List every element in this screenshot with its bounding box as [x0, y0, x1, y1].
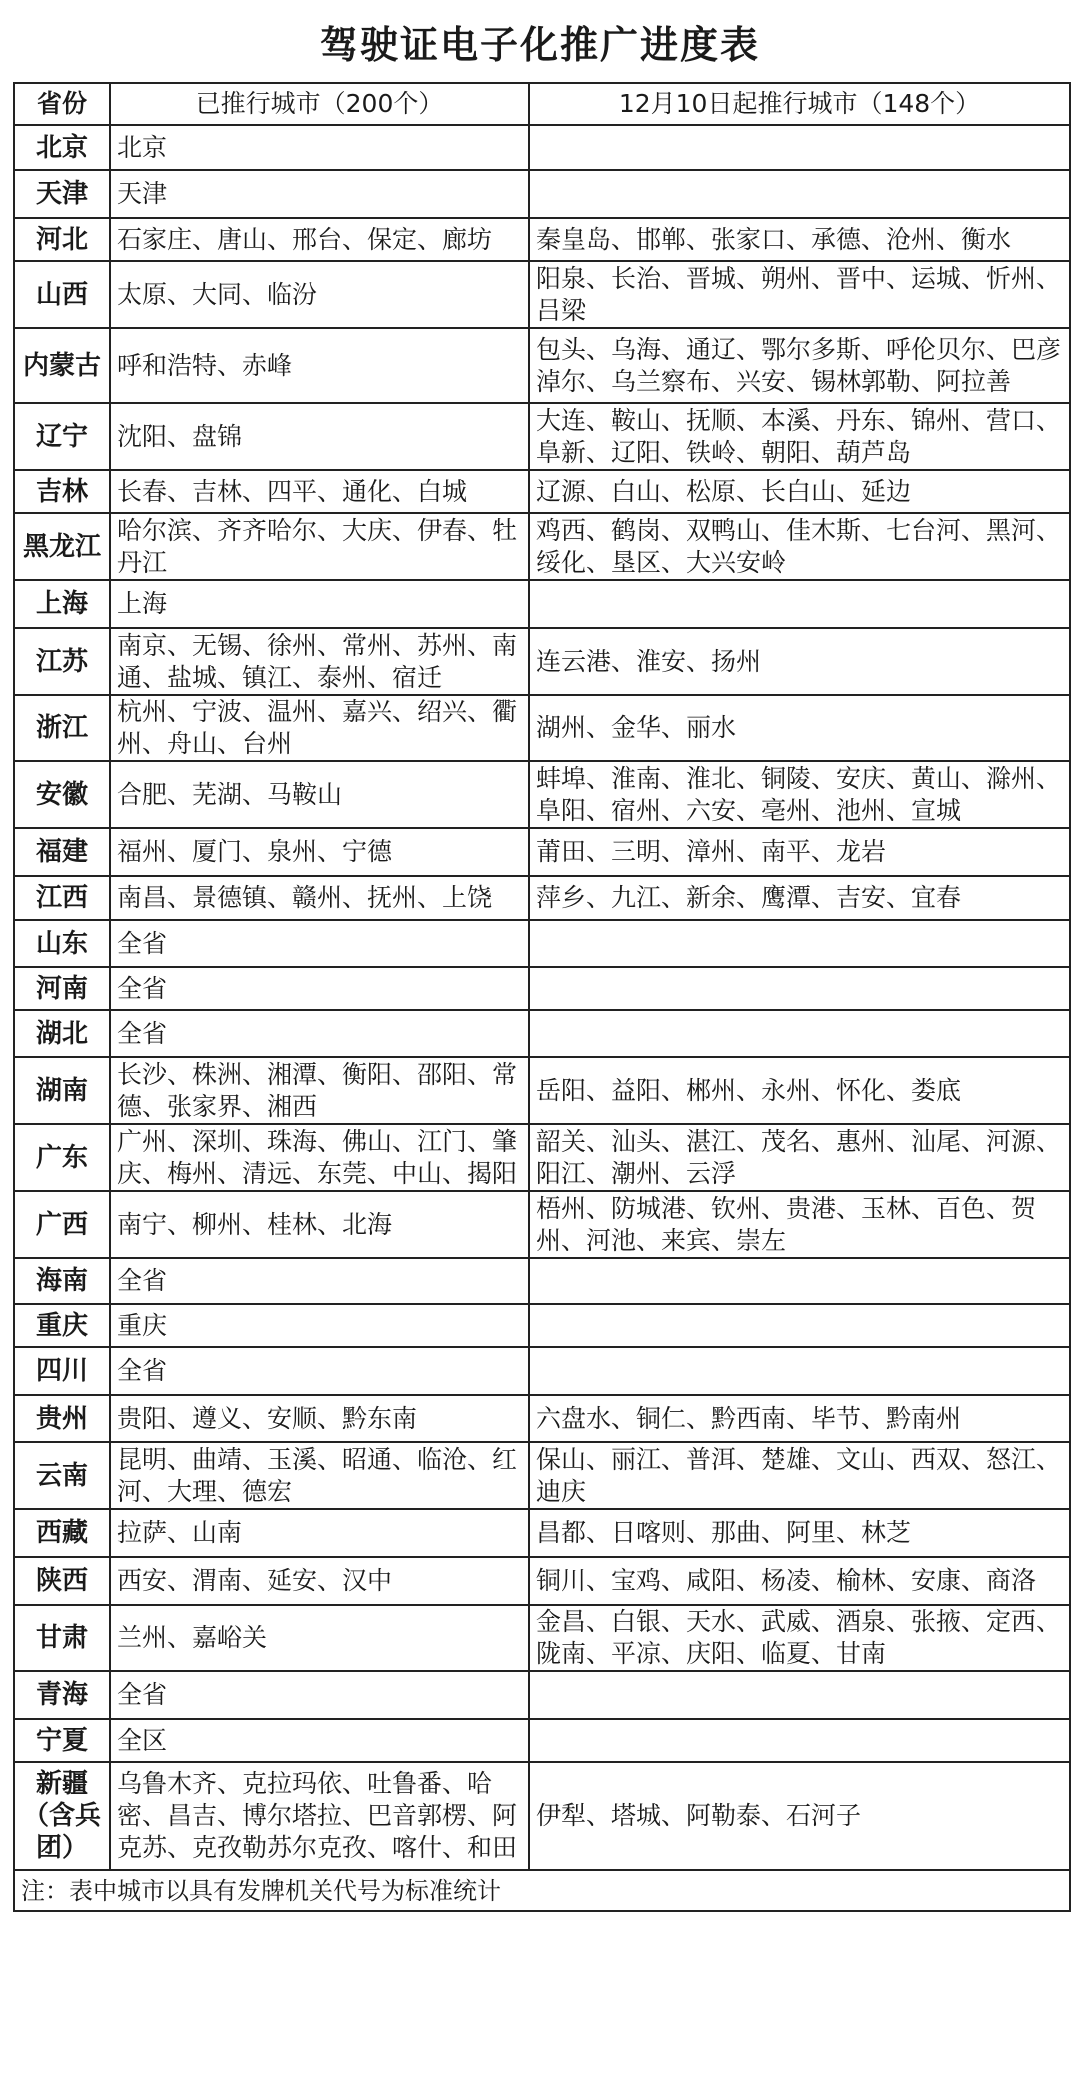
- upcoming-cities-cell: 秦皇岛、邯郸、张家口、承德、沧州、衡水: [529, 218, 1070, 261]
- upcoming-cities-cell: 辽源、白山、松原、长白山、延边: [529, 470, 1070, 513]
- upcoming-cities-cell: 金昌、白银、天水、武威、酒泉、张掖、定西、陇南、平凉、庆阳、临夏、甘南: [529, 1605, 1070, 1671]
- province-cell: 青海: [14, 1671, 110, 1719]
- table-row: [14, 1762, 1070, 1870]
- table-row: [14, 170, 1070, 218]
- promoted-cities-cell: 昆明、曲靖、玉溪、昭通、临沧、红河、大理、德宏: [110, 1442, 529, 1509]
- province-cell: 内蒙古: [14, 328, 110, 403]
- upcoming-cities-cell: 阳泉、长治、晋城、朔州、晋中、运城、忻州、吕梁: [529, 261, 1070, 328]
- upcoming-cities-cell: 连云港、淮安、扬州: [529, 628, 1070, 695]
- province-cell: 江西: [14, 876, 110, 920]
- upcoming-cities-cell: 梧州、防城港、钦州、贵港、玉林、百色、贺州、河池、来宾、崇左: [529, 1191, 1070, 1258]
- table-row: [14, 1191, 1070, 1258]
- table-row: [14, 1671, 1070, 1719]
- table-row: [14, 1442, 1070, 1509]
- table-row: [14, 1304, 1070, 1347]
- province-cell: 浙江: [14, 695, 110, 761]
- table-row: [14, 761, 1070, 828]
- table-row: [14, 1258, 1070, 1304]
- table-row: [14, 1557, 1070, 1605]
- province-cell: 山东: [14, 920, 110, 967]
- province-cell: 福建: [14, 828, 110, 876]
- province-cell: 广西: [14, 1191, 110, 1258]
- promoted-cities-cell: 石家庄、唐山、邢台、保定、廊坊: [110, 218, 529, 261]
- header-promoted: 已推行城市（200个）: [110, 83, 529, 125]
- province-cell: 重庆: [14, 1304, 110, 1347]
- upcoming-cities-cell: 岳阳、益阳、郴州、永州、怀化、娄底: [529, 1057, 1070, 1124]
- province-cell: 新疆（含兵团）: [14, 1762, 110, 1870]
- promoted-cities-cell: 杭州、宁波、温州、嘉兴、绍兴、衢州、舟山、台州: [110, 695, 529, 761]
- province-cell: 河北: [14, 218, 110, 261]
- province-cell: 西藏: [14, 1509, 110, 1557]
- promoted-cities-cell: 长沙、株洲、湘潭、衡阳、邵阳、常德、张家界、湘西: [110, 1057, 529, 1124]
- upcoming-cities-cell: 鸡西、鹤岗、双鸭山、佳木斯、七台河、黑河、绥化、垦区、大兴安岭: [529, 513, 1070, 580]
- promoted-cities-cell: 全省: [110, 1258, 529, 1304]
- table-row: [14, 218, 1070, 261]
- upcoming-cities-cell: [529, 1671, 1070, 1719]
- upcoming-cities-cell: [529, 1258, 1070, 1304]
- header-row: [14, 83, 1070, 125]
- upcoming-cities-cell: [529, 967, 1070, 1010]
- promoted-cities-cell: 全省: [110, 1347, 529, 1395]
- upcoming-cities-cell: [529, 1010, 1070, 1057]
- promoted-cities-cell: 太原、大同、临汾: [110, 261, 529, 328]
- province-cell: 上海: [14, 580, 110, 628]
- province-cell: 山西: [14, 261, 110, 328]
- promoted-cities-cell: 重庆: [110, 1304, 529, 1347]
- promoted-cities-cell: 全省: [110, 967, 529, 1010]
- province-cell: 广东: [14, 1124, 110, 1191]
- upcoming-cities-cell: 萍乡、九江、新余、鹰潭、吉安、宜春: [529, 876, 1070, 920]
- upcoming-cities-cell: 莆田、三明、漳州、南平、龙岩: [529, 828, 1070, 876]
- header-upcoming: 12月10日起推行城市（148个）: [529, 83, 1070, 125]
- header-province: 省份: [14, 83, 110, 125]
- footnote: 注：表中城市以具有发牌机关代号为标准统计: [14, 1870, 1070, 1911]
- promoted-cities-cell: 合肥、芜湖、马鞍山: [110, 761, 529, 828]
- upcoming-cities-cell: 包头、乌海、通辽、鄂尔多斯、呼伦贝尔、巴彦淖尔、乌兰察布、兴安、锡林郭勒、阿拉善: [529, 328, 1070, 403]
- table-row: [14, 1509, 1070, 1557]
- upcoming-cities-cell: [529, 125, 1070, 170]
- promoted-cities-cell: 北京: [110, 125, 529, 170]
- upcoming-cities-cell: [529, 1719, 1070, 1762]
- upcoming-cities-cell: [529, 1304, 1070, 1347]
- province-cell: 宁夏: [14, 1719, 110, 1762]
- province-cell: 天津: [14, 170, 110, 218]
- table-row: [14, 1719, 1070, 1762]
- table-row: [14, 470, 1070, 513]
- table-row: [14, 695, 1070, 761]
- table-row: [14, 1347, 1070, 1395]
- table-row: [14, 1010, 1070, 1057]
- promoted-cities-cell: 南昌、景德镇、赣州、抚州、上饶: [110, 876, 529, 920]
- province-cell: 湖南: [14, 1057, 110, 1124]
- table-row: [14, 828, 1070, 876]
- table-row: [14, 328, 1070, 403]
- upcoming-cities-cell: 大连、鞍山、抚顺、本溪、丹东、锦州、营口、阜新、辽阳、铁岭、朝阳、葫芦岛: [529, 403, 1070, 470]
- progress-table: [13, 82, 1071, 1912]
- province-cell: 贵州: [14, 1395, 110, 1442]
- promoted-cities-cell: 全省: [110, 1671, 529, 1719]
- upcoming-cities-cell: 韶关、汕头、湛江、茂名、惠州、汕尾、河源、阳江、潮州、云浮: [529, 1124, 1070, 1191]
- promoted-cities-cell: 全区: [110, 1719, 529, 1762]
- promoted-cities-cell: 呼和浩特、赤峰: [110, 328, 529, 403]
- upcoming-cities-cell: [529, 920, 1070, 967]
- province-cell: 北京: [14, 125, 110, 170]
- promoted-cities-cell: 沈阳、盘锦: [110, 403, 529, 470]
- province-cell: 海南: [14, 1258, 110, 1304]
- promoted-cities-cell: 哈尔滨、齐齐哈尔、大庆、伊春、牡丹江: [110, 513, 529, 580]
- table-row: [14, 1124, 1070, 1191]
- promoted-cities-cell: 南京、无锡、徐州、常州、苏州、南通、盐城、镇江、泰州、宿迁: [110, 628, 529, 695]
- promoted-cities-cell: 西安、渭南、延安、汉中: [110, 1557, 529, 1605]
- upcoming-cities-cell: 蚌埠、淮南、淮北、铜陵、安庆、黄山、滁州、阜阳、宿州、六安、亳州、池州、宣城: [529, 761, 1070, 828]
- province-cell: 四川: [14, 1347, 110, 1395]
- promoted-cities-cell: 上海: [110, 580, 529, 628]
- table-row: [14, 580, 1070, 628]
- table-row: [14, 876, 1070, 920]
- province-cell: 辽宁: [14, 403, 110, 470]
- table-row: [14, 628, 1070, 695]
- promoted-cities-cell: 全省: [110, 1010, 529, 1057]
- table-row: [14, 967, 1070, 1010]
- promoted-cities-cell: 长春、吉林、四平、通化、白城: [110, 470, 529, 513]
- page-title: 驾驶证电子化推广进度表: [319, 22, 760, 67]
- promoted-cities-cell: 乌鲁木齐、克拉玛依、吐鲁番、哈密、昌吉、博尔塔拉、巴音郭楞、阿克苏、克孜勒苏尔克孜、喀什、和田: [110, 1762, 529, 1870]
- promoted-cities-cell: 天津: [110, 170, 529, 218]
- table-row: [14, 513, 1070, 580]
- table-row: [14, 1605, 1070, 1671]
- upcoming-cities-cell: 昌都、日喀则、那曲、阿里、林芝: [529, 1509, 1070, 1557]
- promoted-cities-cell: 兰州、嘉峪关: [110, 1605, 529, 1671]
- province-cell: 陕西: [14, 1557, 110, 1605]
- upcoming-cities-cell: 铜川、宝鸡、咸阳、杨凌、榆林、安康、商洛: [529, 1557, 1070, 1605]
- promoted-cities-cell: 全省: [110, 920, 529, 967]
- upcoming-cities-cell: 保山、丽江、普洱、楚雄、文山、西双、怒江、迪庆: [529, 1442, 1070, 1509]
- upcoming-cities-cell: [529, 1347, 1070, 1395]
- table-row: [14, 403, 1070, 470]
- upcoming-cities-cell: 六盘水、铜仁、黔西南、毕节、黔南州: [529, 1395, 1070, 1442]
- province-cell: 江苏: [14, 628, 110, 695]
- upcoming-cities-cell: 伊犁、塔城、阿勒泰、石河子: [529, 1762, 1070, 1870]
- upcoming-cities-cell: 湖州、金华、丽水: [529, 695, 1070, 761]
- province-cell: 河南: [14, 967, 110, 1010]
- promoted-cities-cell: 拉萨、山南: [110, 1509, 529, 1557]
- province-cell: 湖北: [14, 1010, 110, 1057]
- upcoming-cities-cell: [529, 580, 1070, 628]
- promoted-cities-cell: 南宁、柳州、桂林、北海: [110, 1191, 529, 1258]
- promoted-cities-cell: 福州、厦门、泉州、宁德: [110, 828, 529, 876]
- province-cell: 甘肃: [14, 1605, 110, 1671]
- province-cell: 安徽: [14, 761, 110, 828]
- table-row: [14, 1395, 1070, 1442]
- table-row: [14, 125, 1070, 170]
- note-row: [14, 1870, 1070, 1911]
- province-cell: 黑龙江: [14, 513, 110, 580]
- province-cell: 云南: [14, 1442, 110, 1509]
- promoted-cities-cell: 广州、深圳、珠海、佛山、江门、肇庆、梅州、清远、东莞、中山、揭阳: [110, 1124, 529, 1191]
- province-cell: 吉林: [14, 470, 110, 513]
- table-row: [14, 920, 1070, 967]
- promoted-cities-cell: 贵阳、遵义、安顺、黔东南: [110, 1395, 529, 1442]
- table-row: [14, 1057, 1070, 1124]
- table-row: [14, 261, 1070, 328]
- upcoming-cities-cell: [529, 170, 1070, 218]
